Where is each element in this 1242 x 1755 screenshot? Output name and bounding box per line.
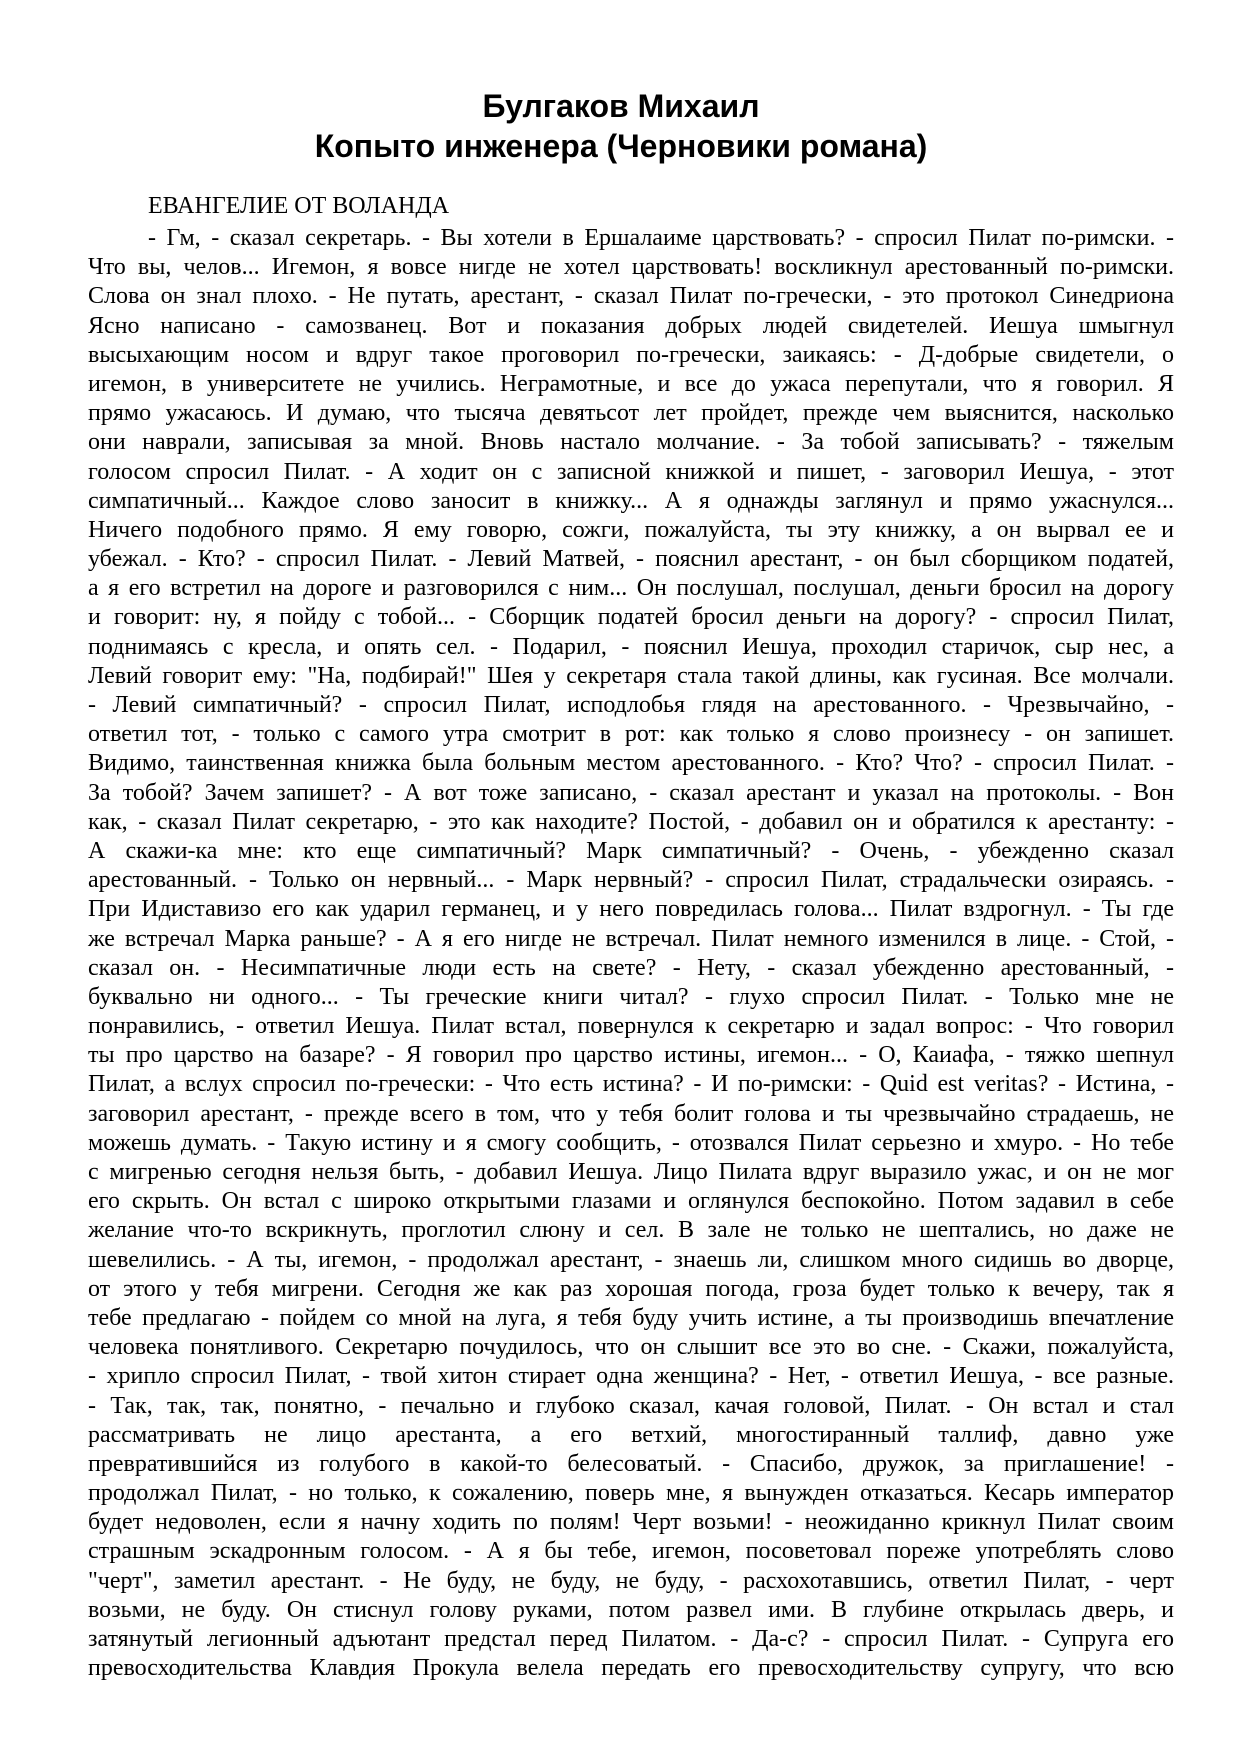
text-line: рассматривать не лицо арестанта, а его ветхий, многостиранный таллиф, давно уже [88,1421,1174,1448]
title-block [0,86,1242,166]
text-line: Ясно написано - самозванец. Вот и показания добрых людей свидетелей. Иешуа шмыгнул [88,312,1174,339]
text-line: человека понятливого. Секретарю почудилось, что он слышит все это во сне. - Скажи, пожалуйста, [88,1334,1174,1361]
text-line: Пилат, а вслух спросил по-гречески: - Что есть истина? - И по-римски: - Quid est veritas? - Истина, - [88,1071,1174,1098]
text-line: - Гм, - сказал секретарь. - Вы хотели в Ершалаиме царствовать? - спросил Пилат по-римски. - [148,225,1174,251]
text-line: игемон, в университете не учились. Неграмотные, и все до ужаса перепутали, что я говорил. Я [88,370,1174,397]
author-heading: Булгаков Михаил [482,88,760,124]
text-line: высыхающим носом и вдруг такое проговорил по-гречески, заикаясь: - Д-добрые свидетели, о [88,341,1174,368]
text-line: они наврали, записывая за мной. Вновь настало молчание. - За тобой записывать? - тяжелым [88,429,1174,456]
text-line: буквально ни одного... - Ты греческие книги читал? - глухо спросил Пилат. - Только мне не [88,983,1174,1010]
text-line: и говорит: ну, я пойду с тобой... - Сборщик податей бросил деньги на дорогу? - спросил Пилат, [88,604,1174,631]
text-line: затянутый легионный адъютант предстал перед Пилатом. - Да-с? - спросил Пилат. - Супруга его [88,1626,1174,1652]
text-line: прямо ужасаюсь. И думаю, что тысяча девятьсот лет пройдет, прежде чем выяснится, насколько [88,400,1174,427]
text-line: Ничего подобного прямо. Я ему говорю, сожги, пожалуйста, ты эту книжку, а он вырвал ее и [88,516,1174,543]
text-line: поднимаясь с кресла, и опять сел. - Подарил, - пояснил Иешуа, проходил старичок, сыр нес, а [88,633,1174,660]
text-line: голосом спросил Пилат. - А ходит он с записной книжкой и пишет, - заговорил Иешуа, - этот [88,458,1174,485]
book-title: Копыто инженера (Черновики романа) [314,128,928,164]
text-line: сказал он. - Несимпатичные люди есть на свете? - Нету, - сказал убежденно арестованный, - [88,954,1174,981]
text-line: "черт", заметил арестант. - Не буду, не буду, не буду, - расхохотавшись, ответил Пилат, - черт [88,1567,1174,1594]
text-line: А скажи-ка мне: кто еще симпатичный? Марк симпатичный? - Очень, - убежденно сказал [88,837,1174,864]
text-line: За тобой? Зачем запишет? - А вот тоже записано, - сказал арестант и указал на протоколы. - Вон [88,779,1174,806]
text-line: При Идиставизо его как ударил германец, и у него повредилась голова... Пилат вздрогнул. - Ты где [88,896,1174,923]
text-line: ответил тот, - только с самого утра смотрит в рот: как только я слово произнесу - он запишет. [88,721,1174,748]
text-line: Левий говорит ему: "На, подбирай!" Шея у секретаря стала такой длины, как гусиная. Все молчали. [88,662,1174,689]
text-line: убежал. - Кто? - спросил Пилат. - Левий Матвей, - пояснил арестант, - он был сборщиком податей, [88,546,1174,573]
text-line: Слова он знал плохо. - Не путать, арестант, - сказал Пилат по-гречески, - это протокол Синедриона [88,283,1174,310]
text-line: Видимо, таинственная книжка была больным местом арестованного. - Кто? Что? - спросил Пилат. - [88,750,1174,777]
text-line: арестованный. - Только он нервный... - Марк нервный? - спросил Пилат, страдальчески озираясь. - [88,867,1174,894]
text-line: а я его встретил на дороге и разговорился с ним... Он послушал, послушал, деньги бросил на дорогу [88,575,1174,602]
text-line: - хрипло спросил Пилат, - твой хитон стирает одна женщина? - Нет, - ответил Иешуа, - все разные. [88,1363,1174,1390]
text-line: его скрыть. Он встал с широко открытыми глазами и оглянулся беспокойно. Потом задавил в себе [88,1188,1174,1215]
text-line: - Левий симпатичный? - спросил Пилат, исподлобья глядя на арестованного. - Чрезвычайно, - [88,692,1174,718]
text-line: с мигренью сегодня нельзя быть, - добавил Иешуа. Лицо Пилата вдруг выразило ужас, и он не мог [88,1159,1174,1185]
text-line: симпатичный... Каждое слово заносит в книжку... А я однажды заглянул и прямо ужаснулся... [88,487,1174,514]
text-line: от этого у тебя мигрени. Сегодня же как раз хорошая погода, гроза будет только к вечеру, так я [88,1275,1174,1302]
text-line: продолжал Пилат, - но только, к сожалению, поверь мне, я вынужден отказаться. Кесарь император [88,1480,1174,1507]
text-line: тебе предлагаю - пойдем со мной на луга, я тебя буду учить истине, а ты производишь впечатление [88,1304,1174,1331]
text-line: возьми, не буду. Он стиснул голову руками, потом развел ими. В глубине открылась дверь, и [88,1596,1174,1623]
text-line: шевелились. - А ты, игемон, - продолжал арестант, - знаешь ли, слишком много сидишь во дворце, [88,1246,1174,1273]
text-line: страшным эскадронным голосом. - А я бы тебе, игемон, посоветовал пореже употреблять слово [88,1538,1174,1565]
text-line: - Так, так, так, понятно, - печально и глубоко сказал, качая головой, Пилат. - Он встал и стал [88,1392,1174,1419]
body-text [88,224,1174,1683]
section-heading: ЕВАНГЕЛИЕ ОТ ВОЛАНДА [148,193,450,219]
text-line: будет недоволен, если я начну ходить по полям! Черт возьми! - неожиданно крикнул Пилат своим [88,1509,1174,1536]
text-line: Что вы, челов... Игемон, я вовсе нигде не хотел царствовать! воскликнул арестованный по-римски. [88,254,1174,281]
text-line: превратившийся из голубого в какой-то белесоватый. - Спасибо, дружок, за приглашение! - [88,1450,1174,1477]
text-line: превосходительства Клавдия Прокула велела передать его превосходительству супругу, что всю [88,1655,1174,1682]
text-line: как, - сказал Пилат секретарю, - это как находите? Постой, - добавил он и обратился к арестанту: - [88,808,1174,835]
text-line: желание что-то вскрикнуть, проглотил слюну и сел. В зале не только не шептались, но даже не [88,1217,1174,1244]
text-line: же встречал Марка раньше? - А я его нигде не встречал. Пилат немного изменился в лице. - Стой, - [88,925,1174,952]
text-line: можешь думать. - Такую истину и я смогу сообщить, - отозвался Пилат серьезно и хмуро. - Но тебе [88,1129,1174,1156]
text-line: заговорил арестант, - прежде всего в том, что у тебя болит голова и ты чрезвычайно страдаешь, не [88,1100,1174,1127]
text-line: понравились, - ответил Иешуа. Пилат встал, повернулся к секретарю и задал вопрос: - Что говорил [88,1013,1174,1040]
text-line: ты про царство на базаре? - Я говорил про царство истины, игемон... - О, Каиафа, - тяжко шепнул [88,1042,1174,1069]
